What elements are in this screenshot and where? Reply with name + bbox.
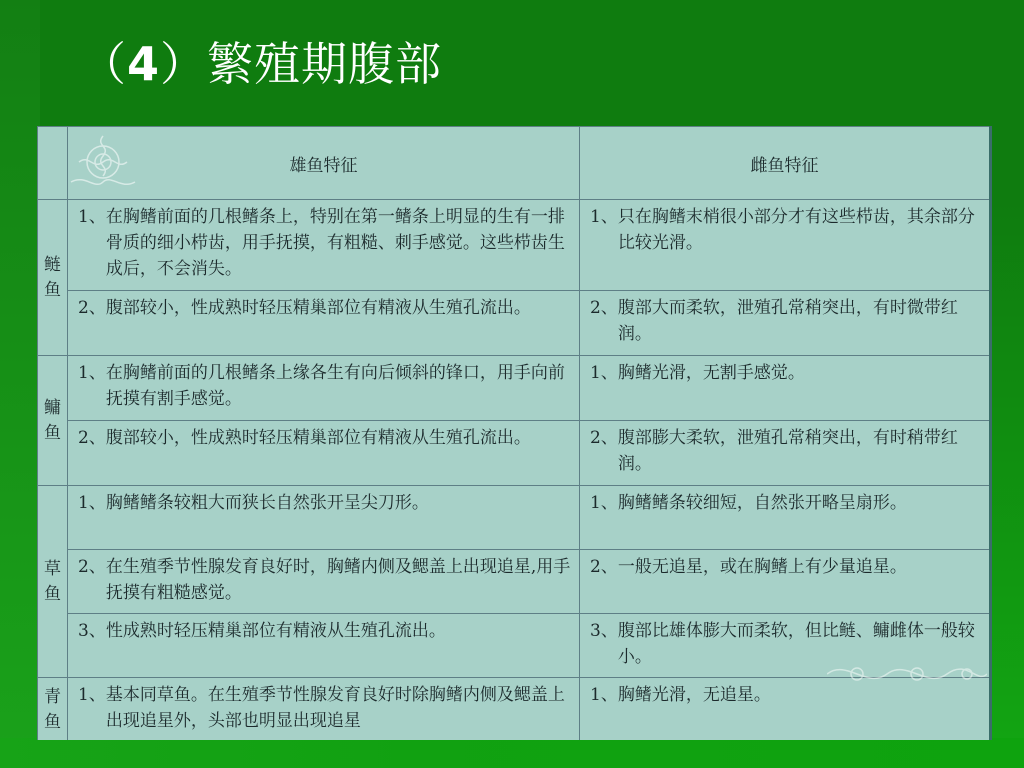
comparison-table-container (37, 126, 992, 740)
item-number: 1、 (78, 685, 106, 705)
title-number: 4 (127, 37, 161, 91)
male-trait-text: 基本同草鱼。在生殖季节性腺发育良好时除胸鳍内侧及鳃盖上出现追星外，头部也明显出现追星 (105, 685, 565, 731)
background-bottom-band (0, 738, 1024, 768)
item-number: 1、 (590, 685, 618, 705)
female-trait-text: 一般无追星，或在胸鳍上有少量追星。 (617, 557, 907, 577)
male-trait-cell (68, 421, 580, 486)
table-header-row (38, 127, 990, 200)
table-row (38, 550, 990, 614)
female-trait-text: 腹部比雄体膨大而柔软，但比鲢、鳙雌体一般较小。 (617, 621, 975, 667)
female-trait-text: 只在胸鳍末梢很小部分才有这些栉齿，其余部分比较光滑。 (617, 207, 975, 253)
fish-name-cell: 鳙鱼 (38, 356, 68, 486)
item-number: 1、 (78, 493, 106, 513)
female-trait-text: 腹部大而柔软，泄殖孔常稍突出，有时微带红润。 (617, 298, 958, 344)
table-row (38, 421, 990, 486)
male-trait-cell (68, 678, 580, 741)
female-trait-cell (580, 421, 990, 486)
female-trait-text: 腹部膨大柔软，泄殖孔常稍突出，有时稍带红润。 (617, 428, 958, 474)
female-trait-text: 胸鳍鳍条较细短，自然张开略呈扇形。 (617, 493, 907, 513)
male-trait-cell (68, 291, 580, 356)
male-trait-cell (68, 200, 580, 291)
female-trait-cell (580, 486, 990, 550)
male-trait-text: 腹部较小，性成熟时轻压精巢部位有精液从生殖孔流出。 (105, 298, 531, 318)
background-left-band (0, 0, 40, 768)
header-male: 雄鱼特征 (68, 127, 580, 200)
item-number: 1、 (590, 207, 618, 227)
item-number: 1、 (590, 363, 618, 383)
comparison-table (37, 126, 990, 740)
background-right-band (990, 200, 1024, 768)
table-row (38, 200, 990, 291)
item-number: 1、 (78, 363, 106, 383)
item-number: 1、 (590, 493, 618, 513)
fish-name-cell: 青鱼 (38, 678, 68, 741)
female-trait-text: 胸鳍光滑，无割手感觉。 (617, 363, 805, 383)
fish-name-cell: 鲢鱼 (38, 200, 68, 356)
ornament-decoration-bottom (827, 654, 987, 694)
table-row (38, 291, 990, 356)
item-number: 2、 (590, 557, 618, 577)
title-text: ）繁殖期腹部 (160, 37, 443, 91)
female-trait-text: 胸鳍光滑，无追星。 (617, 685, 771, 705)
male-trait-cell (68, 356, 580, 421)
male-trait-text: 性成熟时轻压精巢部位有精液从生殖孔流出。 (105, 621, 446, 641)
item-number: 2、 (78, 557, 106, 577)
male-trait-cell (68, 550, 580, 614)
male-trait-text: 在生殖季节性腺发育良好时，胸鳍内侧及鳃盖上出现追星,用手抚摸有粗糙感觉。 (105, 557, 571, 603)
item-number: 3、 (78, 621, 106, 641)
table-row (38, 486, 990, 550)
item-number: 2、 (590, 298, 618, 318)
fish-name-cell: 草鱼 (38, 486, 68, 678)
table-row (38, 356, 990, 421)
male-trait-cell (68, 486, 580, 550)
ornament-decoration (65, 132, 141, 196)
header-blank-cell (38, 127, 68, 200)
female-trait-cell (580, 356, 990, 421)
item-number: 2、 (78, 428, 106, 448)
female-trait-cell (580, 550, 990, 614)
title-prefix: （ (80, 37, 127, 91)
slide-title (80, 28, 442, 98)
female-trait-cell (580, 200, 990, 291)
item-number: 2、 (590, 428, 618, 448)
item-number: 3、 (590, 621, 618, 641)
item-number: 2、 (78, 298, 106, 318)
male-trait-text: 在胸鳍前面的几根鳍条上缘各生有向后倾斜的锋口，用手向前抚摸有割手感觉。 (105, 363, 565, 409)
item-number: 1、 (78, 207, 106, 227)
header-female: 雌鱼特征 (580, 127, 990, 200)
male-trait-text: 在胸鳍前面的几根鳍条上，特别在第一鳍条上明显的生有一排骨质的细小栉齿，用手抚摸，有粗糙、刺手感觉。这些栉齿生成后，不会消失。 (105, 207, 565, 279)
male-trait-cell (68, 614, 580, 678)
male-trait-text: 胸鳍鳍条较粗大而狭长自然张开呈尖刀形。 (105, 493, 429, 513)
male-trait-text: 腹部较小，性成熟时轻压精巢部位有精液从生殖孔流出。 (105, 428, 531, 448)
female-trait-cell (580, 291, 990, 356)
